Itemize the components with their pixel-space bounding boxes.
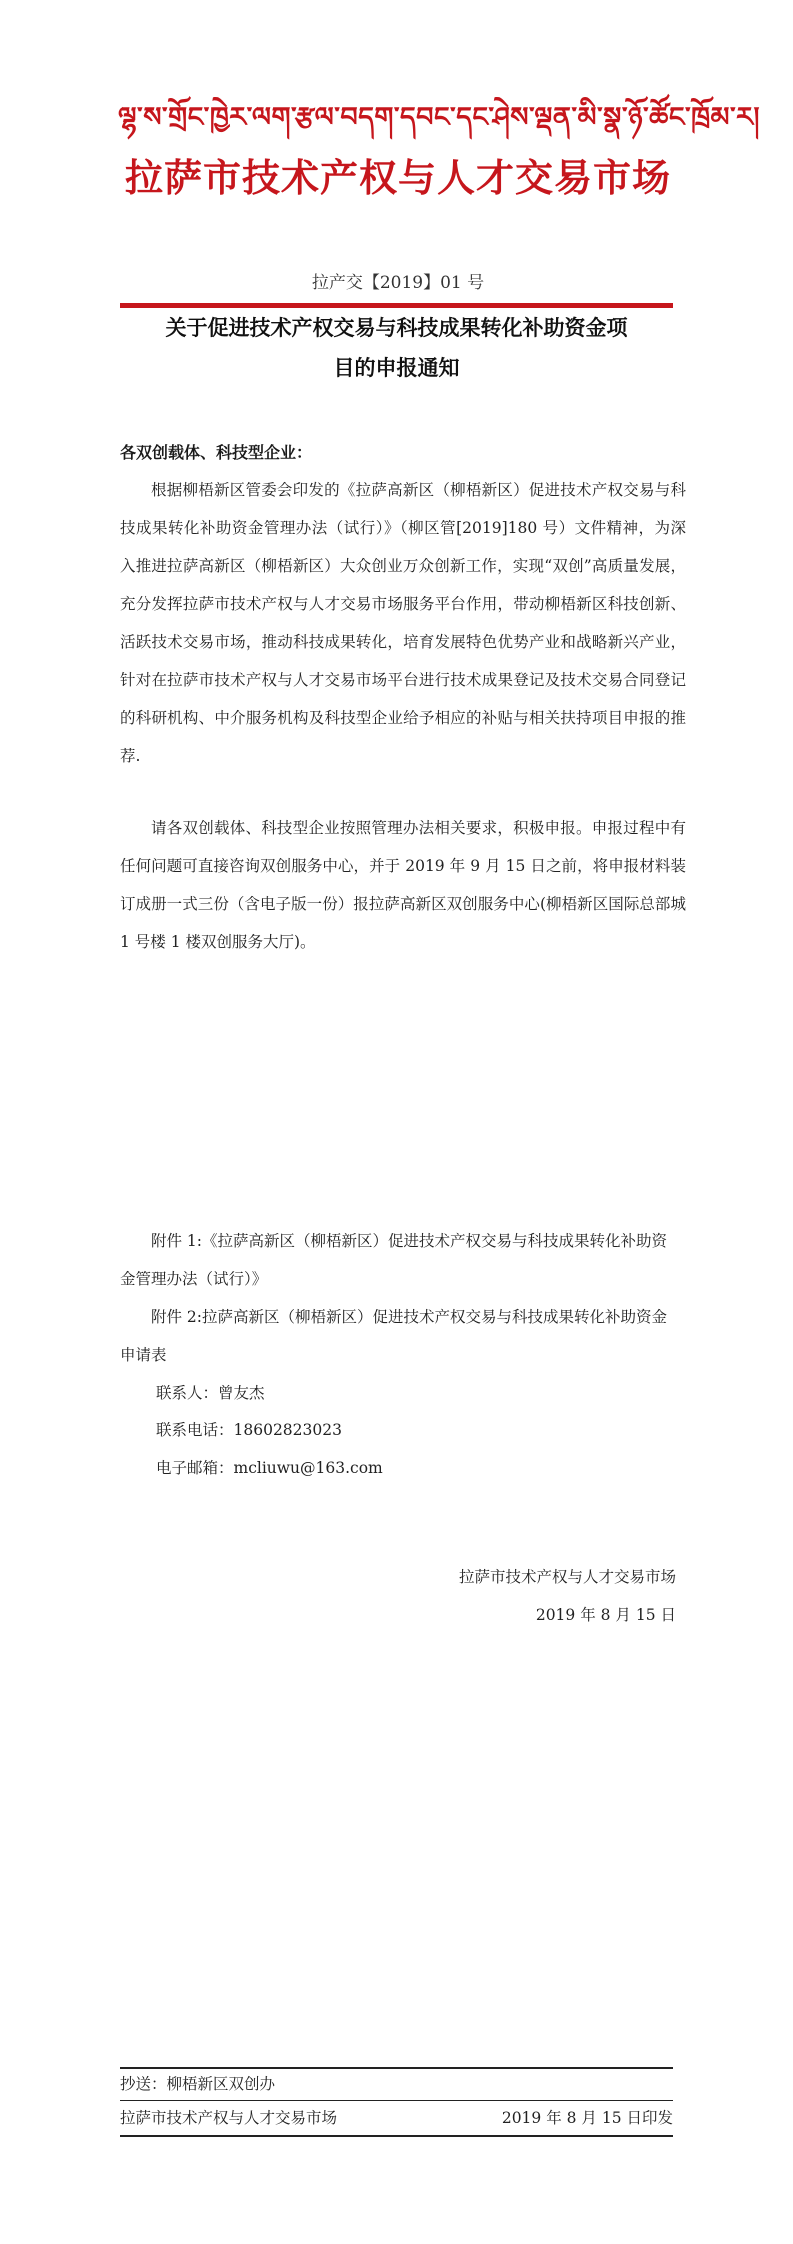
footer-rule-middle <box>120 2100 673 2101</box>
footer-rule-top <box>120 2067 673 2069</box>
signature-date: 2019 年 8 月 15 日 <box>535 1606 676 1624</box>
title-line-1: 关于促进技术产权交易与科技成果转化补助资金项 <box>165 316 628 340</box>
cc-line: 抄送：柳梧新区双创办 <box>120 2075 276 2093</box>
issue-date: 2019 年 8 月 15 日印发 <box>501 2109 673 2127</box>
attachment-1: 附件 1:《拉萨高新区（柳梧新区）促进技术产权交易与科技成果转化补助资金管理办法（试行）》 <box>120 1232 668 1288</box>
document-title <box>120 308 673 388</box>
body-paragraph-2: 请各双创载体、科技型企业按照管理办法相关要求，积极申报。申报过程中有任何问题可直接咨询双创服务中心，并于 2019 年 9 月 15 日之前，将申报材料装订成册一式三份（含电子版一份）报拉萨高新区双创服务中心(柳梧新区国际总部城 1 号楼 1 楼双创服务大厅)。 <box>120 819 686 951</box>
tibetan-org-name: ལྷ་ས་གྲོང་ཁྱེར་ལག་རྩལ་བདག་དབང་དང་ཤེས་ལྡན་མི་སྣ་ཉོ་ཚོང་ཁྲོམ་ར། <box>118 102 760 133</box>
contact-phone: 联系电话：18602823023 <box>156 1421 342 1439</box>
footer-rule-bottom <box>120 2135 673 2137</box>
issuing-org: 拉萨市技术产权与人才交易市场 <box>120 2109 338 2127</box>
contact-email: 电子邮箱：mcliuwu@163.com <box>156 1459 383 1477</box>
body-paragraph-1: 根据柳梧新区管委会印发的《拉萨高新区（柳梧新区）促进技术产权交易与科技成果转化补助资金管理办法（试行）》（柳区管[2019]180 号）文件精神，为深入推进拉萨高新区（柳梧新区）大众创业万众创新工作，实现“双创”高质量发展，充分发挥拉萨市技术产权与人才交易市场服务平台作用，带动柳梧新区科技创新、活跃技术交易市场，推动科技成果转化，培育发展特色优势产业和战略新兴产业，针对在拉萨市技术产权与人才交易市场平台进行技术成果登记及技术交易合同登记的科研机构、中介服务机构及科技型企业给予相应的补贴与相关扶持项目申报的推荐. <box>120 481 686 765</box>
document-number: 拉产交【2019】01 号 <box>311 273 485 293</box>
attachment-2: 附件 2:拉萨高新区（柳梧新区）促进技术产权交易与科技成果转化补助资金申请表 <box>120 1308 668 1364</box>
salutation: 各双创载体、科技型企业： <box>120 443 313 462</box>
signature-org: 拉萨市技术产权与人才交易市场 <box>458 1568 676 1586</box>
org-name-header: 拉萨市技术产权与人才交易市场 <box>124 155 671 200</box>
contact-person: 联系人：曾友杰 <box>156 1384 265 1402</box>
title-line-2: 目的申报通知 <box>333 356 460 380</box>
